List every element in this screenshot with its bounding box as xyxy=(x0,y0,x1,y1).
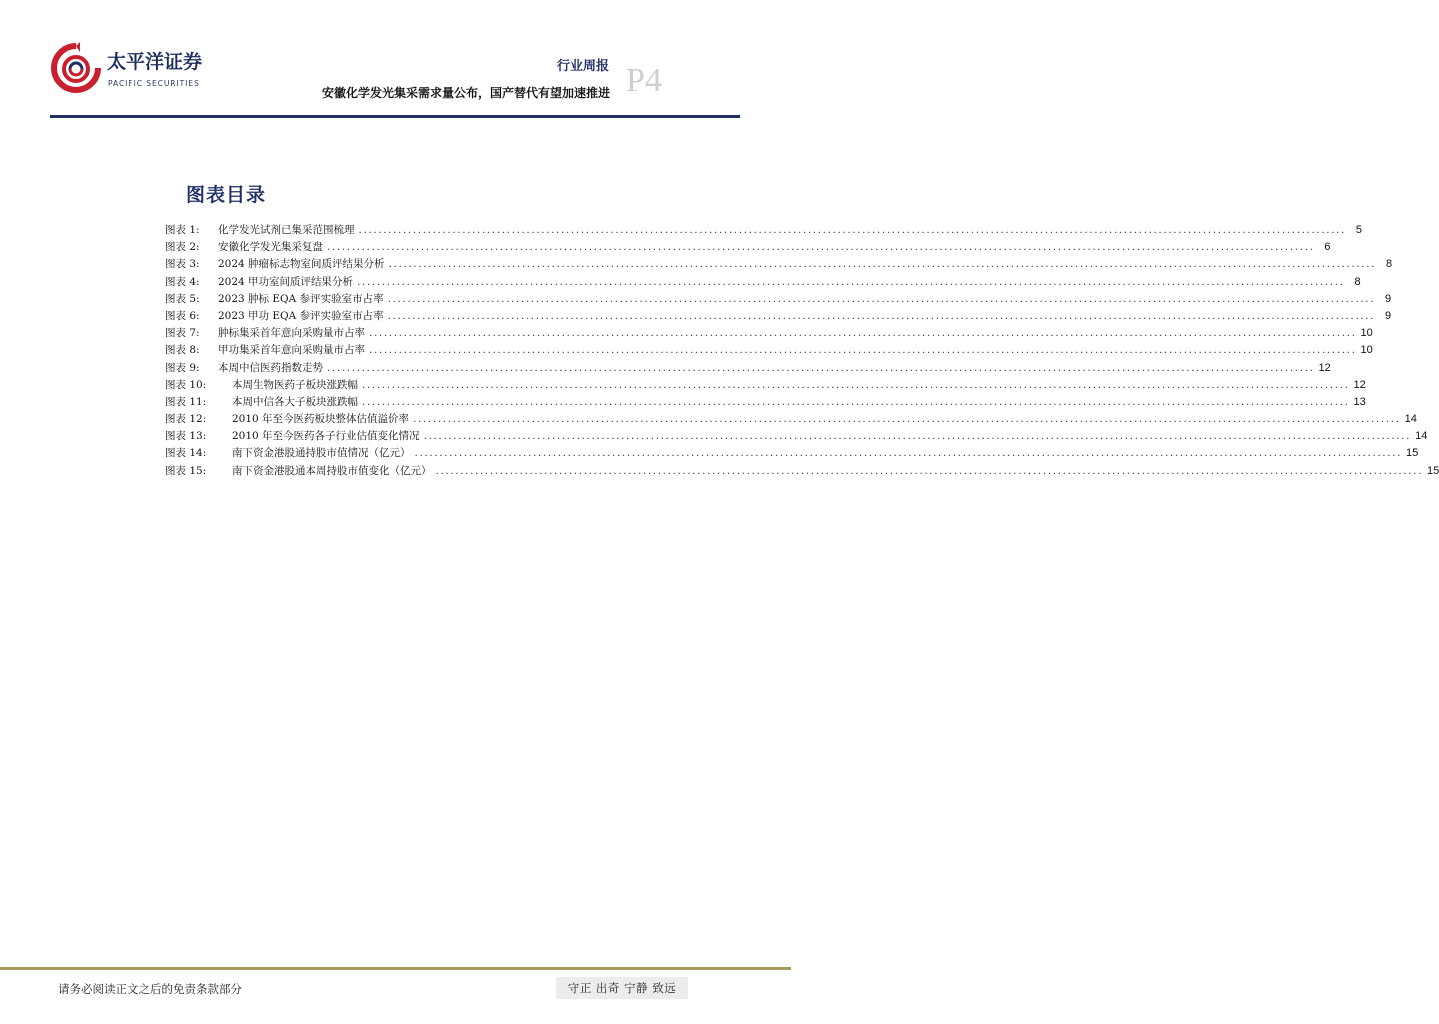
report-title: 安徽化学发光集采需求量公布，国产替代有望加速推进 xyxy=(321,86,610,100)
toc-entry-leader: ........................................................................................................................................................................................................ xyxy=(327,241,1315,254)
toc-entry-label: 图表 4: xyxy=(165,275,200,288)
toc-heading: 图表目录 xyxy=(186,184,267,206)
toc-entry-page: 10 xyxy=(1360,344,1373,357)
logo-chinese-name: 太平洋证券 xyxy=(107,51,203,73)
toc-entry-label: 图表 1: xyxy=(165,224,200,236)
toc-entry-page: 14 xyxy=(1415,430,1428,443)
logo-english-name: PACIFIC SECURITIES xyxy=(108,79,200,88)
toc-entry-page: 13 xyxy=(1353,395,1366,408)
page-number: P4 xyxy=(626,62,662,99)
toc-entry-leader: ........................................................................................................................................................................................................ xyxy=(358,224,1347,236)
toc-entry-leader: ........................................................................................................................................................................................................ xyxy=(362,395,1350,408)
toc-entry[interactable] xyxy=(165,274,1361,291)
toc-entry[interactable] xyxy=(165,308,1392,325)
toc-entry-label: 图表 10: xyxy=(165,378,207,391)
toc-entry-page: 12 xyxy=(1353,378,1366,391)
toc-entry-leader: ........................................................................................................................................................................................................ xyxy=(369,327,1357,340)
toc-entry-label: 图表 2: xyxy=(165,241,200,254)
toc-entry-page: 9 xyxy=(1385,309,1392,322)
toc-entry-leader: ........................................................................................................................................................................................................ xyxy=(369,344,1357,357)
footer-divider xyxy=(0,967,791,970)
toc-entry-leader: ........................................................................................................................................................................................................ xyxy=(357,275,1345,288)
toc-entry-page: 12 xyxy=(1318,361,1331,374)
toc-entry-label: 图表 8: xyxy=(165,344,200,357)
toc-entry[interactable] xyxy=(165,428,1428,445)
toc-entry-label: 图表 14: xyxy=(165,447,207,460)
toc-entry-page: 9 xyxy=(1385,292,1392,305)
company-logo xyxy=(50,42,220,92)
toc-entry-title: 2010 年至今医药板块整体估值溢价率 xyxy=(232,413,410,426)
toc-entry-page: 6 xyxy=(1324,241,1331,254)
toc-entry-title: 2023 肿标 EQA 参评实验室市占率 xyxy=(218,292,384,305)
toc-entry-label: 图表 5: xyxy=(165,292,200,305)
toc-entry-page: 15 xyxy=(1427,464,1439,477)
toc-entry-title: 甲功集采首年意向采购量市占率 xyxy=(218,344,365,357)
toc-entry-leader: ........................................................................................................................................................................................................ xyxy=(413,413,1401,426)
toc-entry-label: 图表 11: xyxy=(165,395,207,408)
toc-entry-label: 图表 15: xyxy=(165,464,207,477)
footer-motto: 守正 出奇 宁静 致远 xyxy=(556,977,688,999)
toc-entry[interactable] xyxy=(165,411,1417,428)
toc-entry-leader: ........................................................................................................................................................................................................ xyxy=(423,430,1412,443)
toc-entry-title: 肿标集采首年意向采购量市占率 xyxy=(218,327,365,340)
footer-disclaimer: 请务必阅读正文之后的免责条款部分 xyxy=(58,982,242,996)
toc-entry[interactable] xyxy=(165,394,1366,411)
toc-entry-leader: ........................................................................................................................................................................................................ xyxy=(387,309,1376,322)
toc-entry[interactable] xyxy=(165,377,1366,394)
toc-entry-leader: ........................................................................................................................................................................................................ xyxy=(387,292,1376,305)
toc-entry[interactable] xyxy=(165,222,1363,239)
toc-entry-title: 2010 年至今医药各子行业估值变化情况 xyxy=(232,430,420,443)
toc-entry-page: 14 xyxy=(1404,413,1417,426)
toc-entry-title: 安徽化学发光集采复盘 xyxy=(218,241,323,254)
toc-entry-label: 图表 9: xyxy=(165,361,200,374)
toc-entry-title: 本周生物医药子板块涨跌幅 xyxy=(232,378,358,391)
toc-entry-label: 图表 12: xyxy=(165,413,207,426)
toc-entry-title: 本周中信医药指数走势 xyxy=(218,361,323,374)
toc-entry[interactable] xyxy=(165,325,1373,342)
toc-entry[interactable] xyxy=(165,342,1373,359)
toc-entry[interactable] xyxy=(165,360,1331,377)
toc-entry-page: 8 xyxy=(1385,258,1393,271)
toc-entry-label: 图表 3: xyxy=(165,258,200,271)
toc-entry-title: 2024 肿瘤标志物室间质评结果分析 xyxy=(218,258,385,271)
table-of-figures xyxy=(165,222,1439,480)
toc-entry-page: 5 xyxy=(1355,224,1363,236)
toc-entry-title: 2024 甲功室间质评结果分析 xyxy=(218,275,354,288)
toc-entry-title: 本周中信各大子板块涨跌幅 xyxy=(232,395,358,408)
toc-entry-leader: ........................................................................................................................................................................................................ xyxy=(414,447,1403,460)
toc-entry[interactable] xyxy=(165,256,1393,273)
toc-entry-leader: ........................................................................................................................................................................................................ xyxy=(362,378,1350,391)
toc-entry-page: 8 xyxy=(1354,275,1361,288)
toc-entry[interactable] xyxy=(165,291,1392,308)
pacific-securities-logo-icon xyxy=(50,42,102,94)
toc-entry-page: 10 xyxy=(1360,327,1373,340)
toc-entry-leader: ........................................................................................................................................................................................................ xyxy=(435,464,1424,477)
toc-entry-title: 南下资金港股通持股市值情况（亿元） xyxy=(232,447,411,460)
toc-entry-page: 15 xyxy=(1406,447,1419,460)
toc-entry-label: 图表 13: xyxy=(165,430,207,443)
toc-entry[interactable] xyxy=(165,463,1439,480)
toc-entry-title: 2023 甲功 EQA 参评实验室市占率 xyxy=(218,309,384,322)
toc-entry-title: 化学发光试剂已集采范围梳理 xyxy=(218,224,355,236)
toc-entry[interactable] xyxy=(165,445,1419,462)
toc-entry-title: 南下资金港股通本周持股市值变化（亿元） xyxy=(232,464,432,477)
toc-entry-label: 图表 7: xyxy=(165,327,200,340)
toc-entry-label: 图表 6: xyxy=(165,309,200,322)
header-divider xyxy=(50,115,740,118)
toc-entry-leader: ........................................................................................................................................................................................................ xyxy=(388,258,1377,271)
toc-entry[interactable] xyxy=(165,239,1331,256)
report-type: 行业周报 xyxy=(556,59,609,74)
toc-entry-leader: ........................................................................................................................................................................................................ xyxy=(327,361,1315,374)
